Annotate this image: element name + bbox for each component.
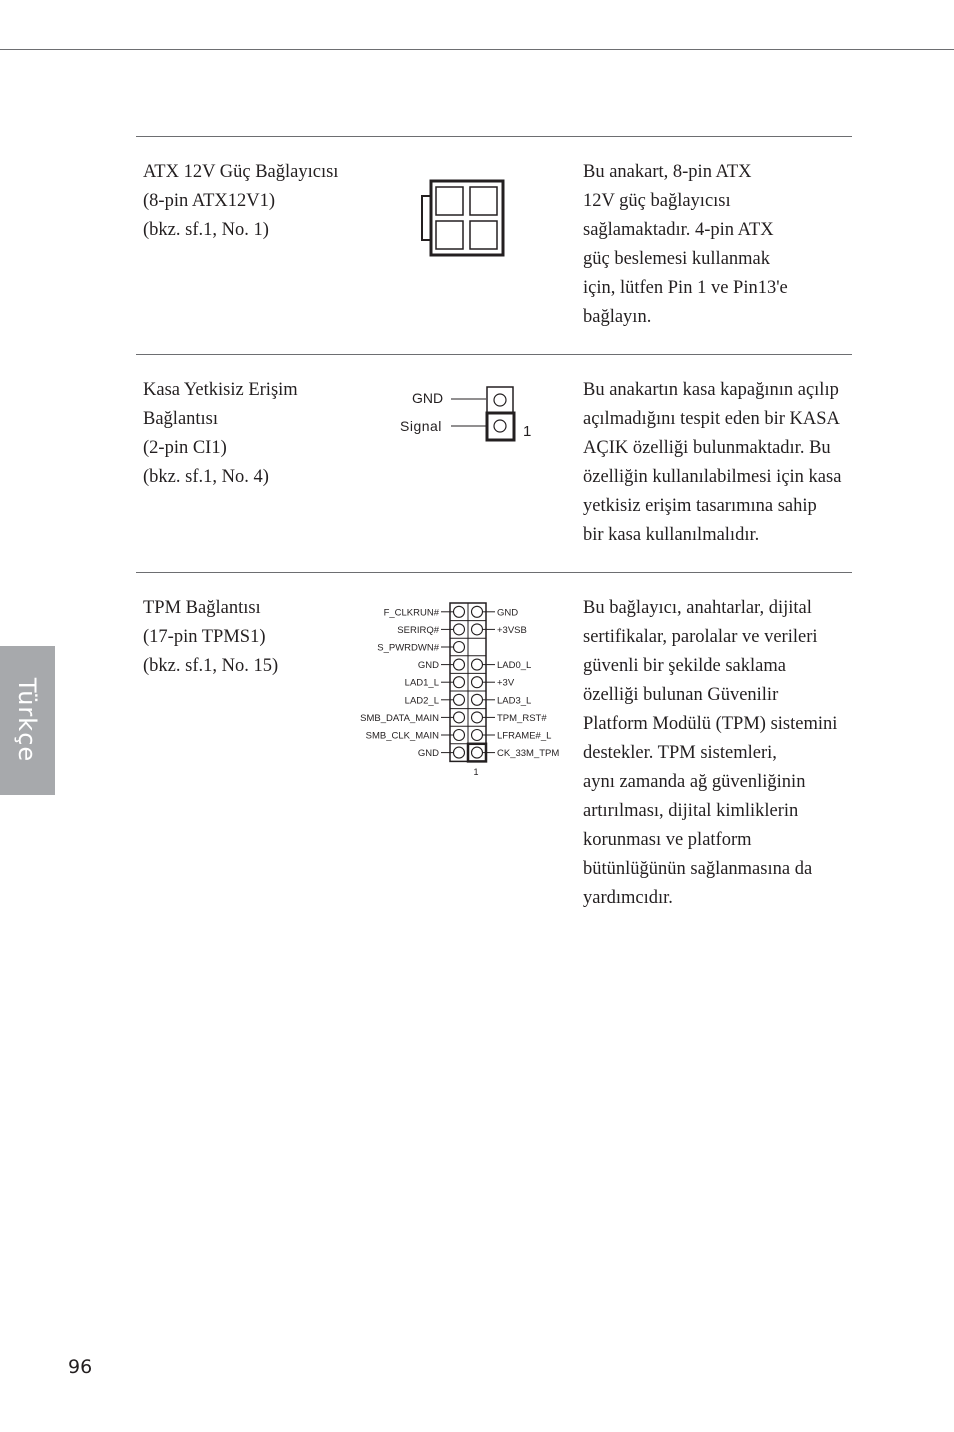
description-line: güç beslemesi kullanmak bbox=[583, 249, 771, 269]
pin-circle bbox=[472, 677, 483, 688]
pin-circle bbox=[454, 694, 465, 705]
pin-label-left: F_CLKRUN# bbox=[383, 607, 439, 619]
pin-circle bbox=[472, 624, 483, 635]
pin-label-signal: Signal bbox=[400, 418, 442, 434]
description-line: korunması ve platform bbox=[583, 830, 752, 850]
pin-label-right: GND bbox=[497, 607, 519, 619]
description-line: özelliğin kullanılabilmesi için kasa bbox=[583, 467, 842, 487]
pin-circle bbox=[454, 624, 465, 635]
pin-label-right: +3V bbox=[497, 677, 515, 689]
description-line: yetkisiz erişim tasarımına sahip bbox=[583, 496, 817, 516]
section-divider bbox=[136, 354, 852, 355]
title-line: (bkz. sf.1, No. 15) bbox=[143, 656, 279, 676]
description-line: bağlayın. bbox=[583, 307, 652, 327]
pin-circle bbox=[454, 606, 465, 617]
connector-pin bbox=[470, 221, 497, 249]
chassis-intrusion-title bbox=[143, 376, 298, 492]
pin-label-gnd: GND bbox=[412, 390, 444, 406]
connector-pin bbox=[436, 187, 463, 215]
pin-label-right: +3VSB bbox=[497, 624, 527, 636]
pin1-marker: 1 bbox=[473, 767, 479, 777]
description-line: 12V güç bağlayıcısı bbox=[583, 191, 731, 211]
pin-circle bbox=[494, 394, 506, 406]
pin-label-right: LFRAME#_L bbox=[497, 730, 552, 742]
pin-label-right: TPM_RST# bbox=[497, 712, 547, 724]
pin-label-left: SMB_CLK_MAIN bbox=[365, 730, 439, 742]
title-line: Kasa Yetkisiz Erişim bbox=[143, 380, 298, 400]
description-line: için, lütfen Pin 1 ve Pin13'e bbox=[583, 278, 788, 298]
description-line: Platform Modülü (TPM) sistemini bbox=[583, 714, 838, 734]
description-line: artırılması, dijital kimliklerin bbox=[583, 801, 799, 821]
connector-housing bbox=[431, 181, 503, 255]
atx12v-description bbox=[583, 158, 788, 332]
pin-label-left: GND bbox=[417, 748, 439, 760]
pin-label-left: S_PWRDWN# bbox=[377, 642, 439, 654]
pin-circle bbox=[454, 642, 465, 653]
tpm-description bbox=[583, 594, 837, 913]
pin-box bbox=[487, 387, 513, 413]
language-label: Türkçe bbox=[13, 677, 41, 763]
pin-circle bbox=[454, 747, 465, 758]
description-line: bir kasa kullanılmalıdır. bbox=[583, 525, 760, 545]
description-line: bütünlüğünün sağlanmasına da bbox=[583, 859, 813, 879]
pin-label-right: LAD0_L bbox=[497, 660, 532, 672]
pin-circle bbox=[494, 420, 506, 432]
header-rule bbox=[0, 49, 954, 50]
chassis-intrusion-diagram bbox=[390, 382, 540, 446]
pin-circle bbox=[454, 730, 465, 741]
description-line: Bu anakartın kasa kapağının açılıp bbox=[583, 380, 839, 400]
atx12v-title bbox=[143, 158, 338, 245]
section-divider bbox=[136, 572, 852, 573]
pin-circle bbox=[472, 730, 483, 741]
title-line: TPM Bağlantısı bbox=[143, 598, 261, 618]
connector-pin bbox=[470, 187, 497, 215]
title-line: (8-pin ATX12V1) bbox=[143, 191, 276, 211]
pin-circle bbox=[454, 659, 465, 670]
pin1-marker: 1 bbox=[523, 423, 532, 440]
connector-pin bbox=[436, 221, 463, 249]
description-line: aynı zamanda ağ güvenliğinin bbox=[583, 772, 806, 792]
pin-circle bbox=[472, 659, 483, 670]
description-line: AÇIK özelliği bulunmaktadır. Bu bbox=[583, 438, 831, 458]
title-line: (bkz. sf.1, No. 4) bbox=[143, 467, 269, 487]
pin-label-left: SMB_DATA_MAIN bbox=[360, 712, 439, 724]
description-line: açılmadığını tespit eden bir KASA bbox=[583, 409, 840, 429]
pin-label-left: SERIRQ# bbox=[397, 624, 439, 636]
tpm-title bbox=[143, 594, 278, 681]
pin-label-left: LAD2_L bbox=[404, 695, 439, 707]
title-line: (bkz. sf.1, No. 1) bbox=[143, 220, 269, 240]
pin-label-right: CK_33M_TPM bbox=[497, 748, 560, 760]
description-line: yardımcıdır. bbox=[583, 888, 673, 908]
pin-circle bbox=[472, 747, 483, 758]
description-line: sağlamaktadır. 4-pin ATX bbox=[583, 220, 774, 240]
pin-label-right: LAD3_L bbox=[497, 695, 532, 707]
title-line: (17-pin TPMS1) bbox=[143, 627, 266, 647]
pin1-box bbox=[487, 413, 514, 440]
pin-label-left: LAD1_L bbox=[404, 677, 439, 689]
description-line: özelliği bulunan Güvenilir bbox=[583, 685, 779, 705]
title-line: (2-pin CI1) bbox=[143, 438, 227, 458]
pin-circle bbox=[454, 712, 465, 723]
description-line: Bu anakart, 8-pin ATX bbox=[583, 162, 752, 182]
title-line: ATX 12V Güç Bağlayıcısı bbox=[143, 162, 339, 182]
pin-circle bbox=[472, 712, 483, 723]
page-number: 96 bbox=[68, 1356, 93, 1378]
section-divider bbox=[136, 136, 852, 137]
pin-circle bbox=[454, 677, 465, 688]
title-line: Bağlantısı bbox=[143, 409, 219, 429]
pin-circle bbox=[472, 606, 483, 617]
description-line: destekler. TPM sistemleri, bbox=[583, 743, 777, 763]
description-line: sertifikalar, parolalar ve verileri bbox=[583, 627, 818, 647]
atx12v-connector-diagram bbox=[418, 178, 508, 258]
description-line: güvenli bir şekilde saklama bbox=[583, 656, 786, 676]
chassis-intrusion-description bbox=[583, 376, 841, 550]
pin-circle bbox=[472, 694, 483, 705]
tpm-header-diagram bbox=[340, 598, 580, 784]
pin-label-left: GND bbox=[417, 660, 439, 672]
description-line: Bu bağlayıcı, anahtarlar, dijital bbox=[583, 598, 812, 618]
